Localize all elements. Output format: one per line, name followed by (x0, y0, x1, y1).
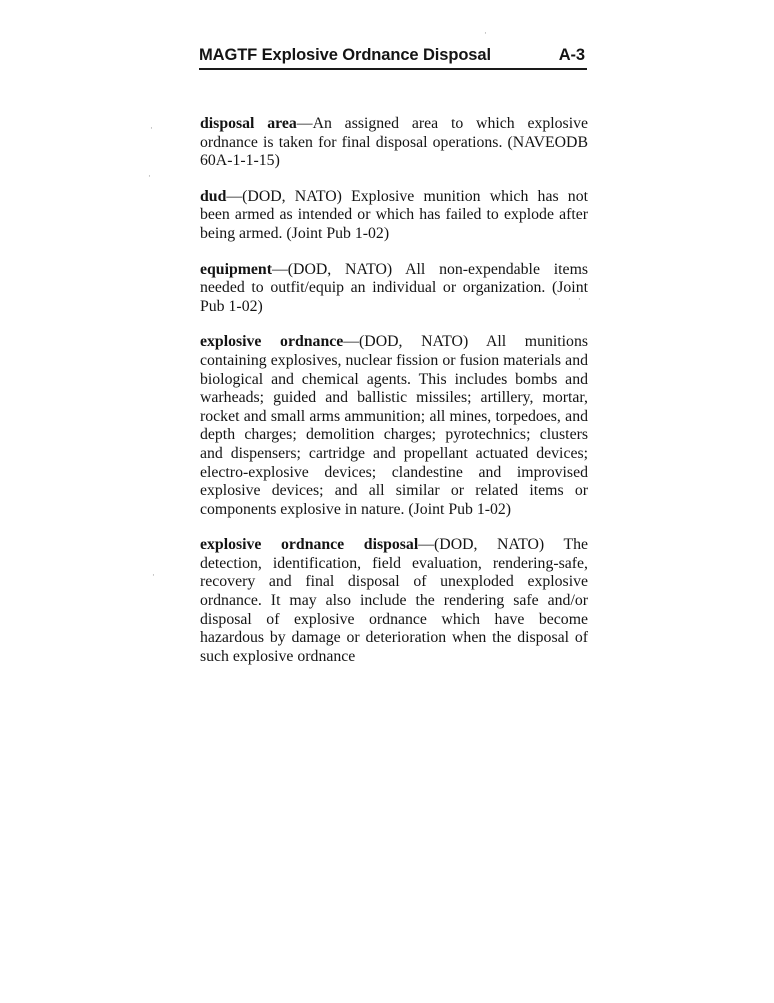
entry-definition: —(DOD, NATO) All munitions containing explosives, nuclear fission or fusion materials and biological and chemical agents. This includes bombs and warheads; guided and ballistic missiles; artillery, mortar, rocket and small arms ammunition; all mines, torpedoes, and depth charges; demolition charges; pyrotechnics; clusters and dispensers; cartridge and propellant actuated devices; electro-explosive devices; clandestine and improvised explosive devices; and all similar or related items or components explosive in nature. (Joint Pub 1-02) (200, 333, 588, 518)
entry-term: equipment (200, 260, 272, 278)
scan-speck: · (152, 571, 155, 581)
glossary-entry-explosive-ordnance (200, 333, 588, 519)
glossary-entry-explosive-ordnance-disposal (200, 536, 588, 666)
scan-speck: · (578, 295, 581, 305)
glossary-entry-equipment (200, 261, 588, 317)
entry-definition: —(DOD, NATO) Explosive munition which has not been armed as intended or which has failed to explode after being armed. (Joint Pub 1-02) (200, 187, 588, 242)
page-number: A-3 (558, 46, 585, 64)
scan-speck: · (484, 29, 487, 39)
entry-definition: —(DOD, NATO) The detection, identification, field evaluation, rendering-safe, recovery and final disposal of unexploded explosive ordnance. It may also include the rendering safe and/or disposal of explosive ordnance which have become hazardous by damage or deterioration when the disposal of such explosive ordnance (200, 536, 588, 665)
document-title: MAGTF Explosive Ordnance Disposal (199, 46, 491, 64)
page-header (199, 46, 587, 70)
scan-speck: · (150, 124, 153, 134)
glossary-content (200, 115, 588, 683)
glossary-entry-dud (200, 188, 588, 244)
entry-term: explosive ordnance (200, 333, 344, 351)
entry-term: explosive ordnance disposal (200, 536, 419, 554)
entry-definition: —(DOD, NATO) All non-expendable items needed to outfit/equip an individual or organization. (Joint Pub 1-02) (200, 260, 588, 315)
entry-term: disposal area (200, 115, 297, 132)
entry-term: dud (200, 187, 227, 205)
glossary-entry-disposal-area (200, 115, 588, 171)
entry-definition: —An assigned area to which explosive ordnance is taken for final disposal operations. (NAVEODB 60A-1-1-15) (200, 115, 588, 170)
scan-speck: · (148, 172, 151, 182)
